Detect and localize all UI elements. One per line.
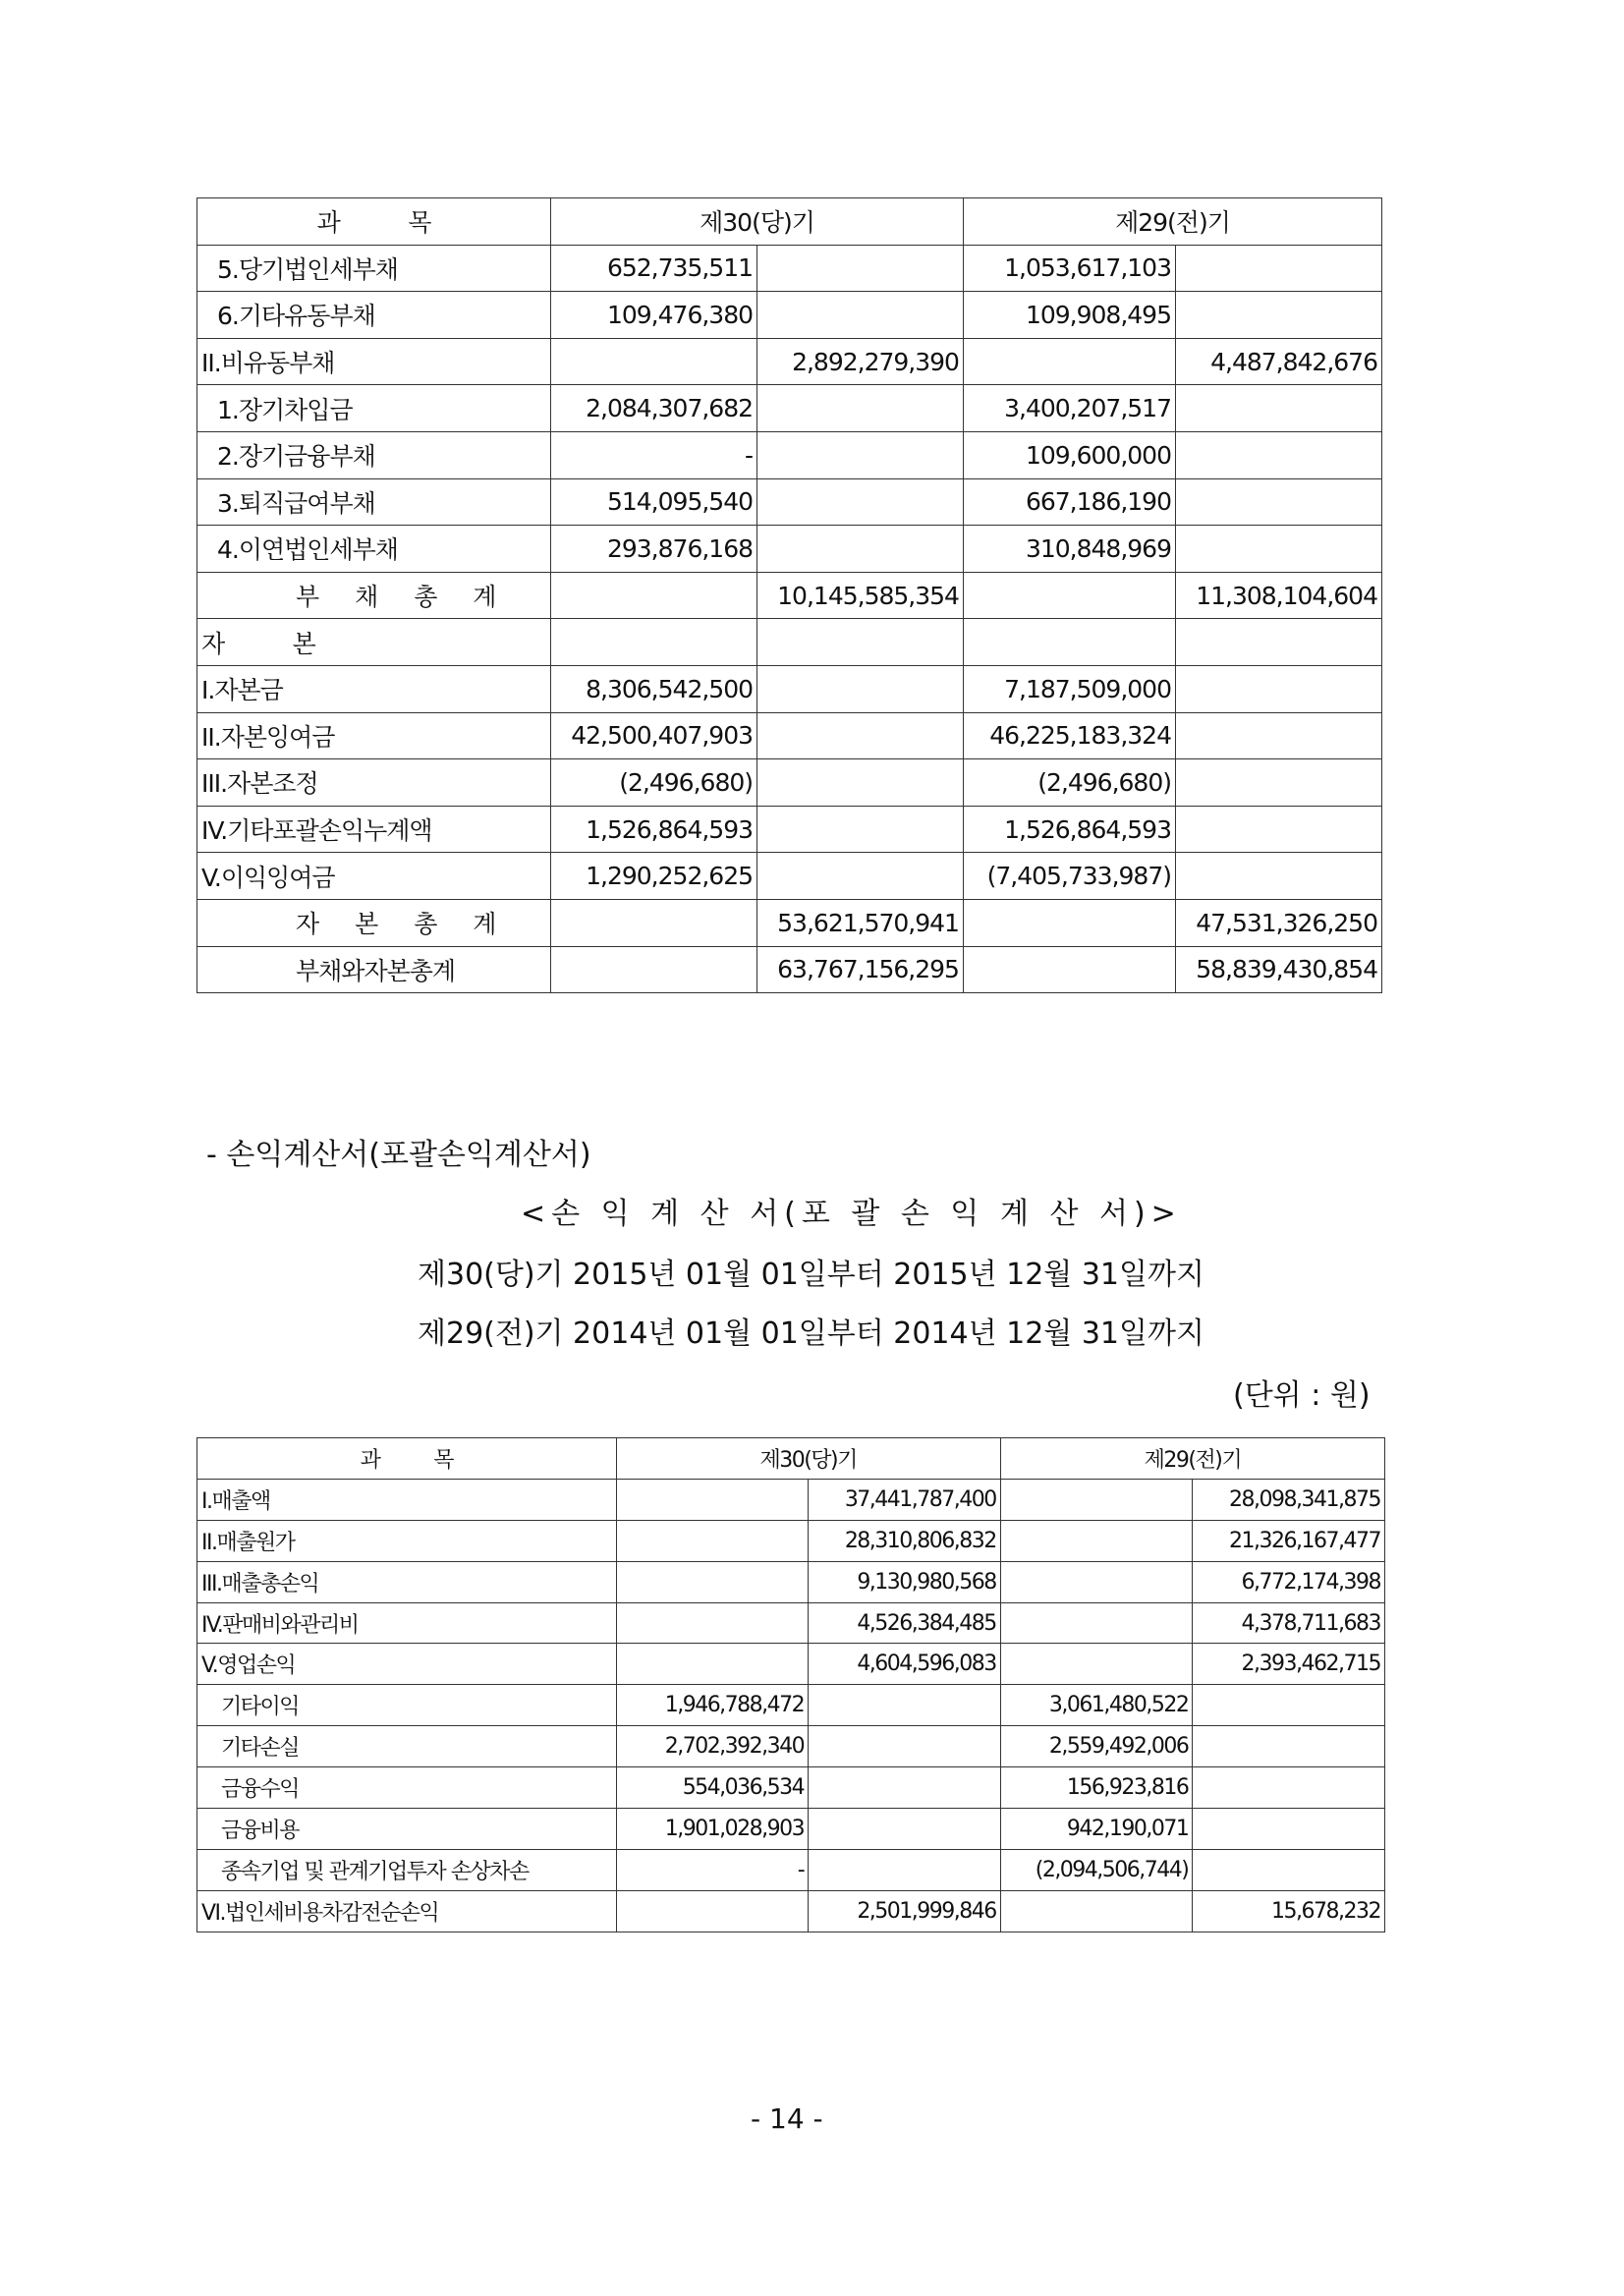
- prior-detail-value: 310,848,969: [963, 526, 1175, 573]
- current-detail-value: [616, 1561, 809, 1602]
- prior-total-value: [1193, 1809, 1385, 1850]
- prior-total-value: [1176, 619, 1382, 666]
- current-detail-value: 1,946,788,472: [616, 1685, 809, 1726]
- prior-detail-value: 109,908,495: [963, 292, 1175, 339]
- current-total-value: 2,892,279,390: [757, 338, 964, 385]
- prior-total-value: 15,678,232: [1193, 1890, 1385, 1932]
- prior-total-value: 47,531,326,250: [1176, 899, 1382, 946]
- current-detail-value: [551, 338, 757, 385]
- prior-detail-value: [1000, 1602, 1193, 1644]
- table-row: [197, 1602, 1385, 1644]
- current-total-value: [757, 619, 964, 666]
- current-detail-value: 109,476,380: [551, 292, 757, 339]
- prior-detail-value: 3,061,480,522: [1000, 1685, 1193, 1726]
- table-row: [197, 759, 1382, 807]
- prior-total-value: [1176, 712, 1382, 759]
- current-detail-value: 8,306,542,500: [551, 665, 757, 712]
- current-detail-value: [616, 1479, 809, 1520]
- prior-detail-value: 7,187,509,000: [963, 665, 1175, 712]
- prior-detail-value: [963, 619, 1175, 666]
- current-detail-value: [616, 1602, 809, 1644]
- table-row: [197, 292, 1382, 339]
- header-subject: 과 목: [197, 1438, 617, 1480]
- prior-detail-value: (7,405,733,987): [963, 853, 1175, 900]
- unit-label: (단위 : 원): [1233, 1378, 1371, 1413]
- row-label: 3.퇴직급여부채: [197, 478, 551, 526]
- prior-detail-value: 156,923,816: [1000, 1767, 1193, 1809]
- current-total-value: [757, 526, 964, 573]
- prior-detail-value: [1000, 1644, 1193, 1685]
- prior-detail-value: [1000, 1890, 1193, 1932]
- table-row: [197, 1685, 1385, 1726]
- prior-detail-value: (2,496,680): [963, 759, 1175, 807]
- current-total-value: [757, 806, 964, 853]
- row-label: II.자본잉여금: [197, 712, 551, 759]
- prior-detail-value: [963, 899, 1175, 946]
- prior-detail-value: 109,600,000: [963, 431, 1175, 478]
- current-detail-value: [551, 899, 757, 946]
- table-row: [197, 1644, 1385, 1685]
- row-label: II.매출원가: [197, 1520, 617, 1561]
- row-label: I.매출액: [197, 1479, 617, 1520]
- table-row: [197, 619, 1382, 666]
- prior-detail-value: 3,400,207,517: [963, 385, 1175, 432]
- current-detail-value: 1,526,864,593: [551, 806, 757, 853]
- period-current: 제30(당)기 2015년 01월 01일부터 2015년 12월 31일까지: [418, 1258, 1204, 1292]
- prior-detail-value: 942,190,071: [1000, 1809, 1193, 1850]
- current-total-value: [757, 478, 964, 526]
- prior-total-value: 11,308,104,604: [1176, 572, 1382, 619]
- current-total-value: 2,501,999,846: [809, 1890, 1001, 1932]
- prior-total-value: [1176, 385, 1382, 432]
- table-row: [197, 1809, 1385, 1850]
- current-detail-value: 293,876,168: [551, 526, 757, 573]
- header-prior-period: 제29(전)기: [963, 198, 1381, 246]
- prior-detail-value: 1,053,617,103: [963, 245, 1175, 292]
- prior-total-value: [1193, 1726, 1385, 1767]
- row-label: 자 본: [197, 619, 551, 666]
- current-total-value: [809, 1767, 1001, 1809]
- prior-total-value: 21,326,167,477: [1193, 1520, 1385, 1561]
- table-row: [197, 946, 1382, 993]
- row-label: V.이익잉여금: [197, 853, 551, 900]
- table-row: [197, 806, 1382, 853]
- current-detail-value: 2,702,392,340: [616, 1726, 809, 1767]
- current-detail-value: 554,036,534: [616, 1767, 809, 1809]
- table-row: [197, 1479, 1385, 1520]
- prior-total-value: 2,393,462,715: [1193, 1644, 1385, 1685]
- page-number: - 14 -: [751, 2102, 823, 2135]
- prior-total-value: [1176, 806, 1382, 853]
- prior-total-value: [1176, 759, 1382, 807]
- row-label: 자 본 총 계: [197, 899, 551, 946]
- table-row: [197, 572, 1382, 619]
- period-prior: 제29(전)기 2014년 01월 01일부터 2014년 12월 31일까지: [418, 1316, 1204, 1351]
- table-row: [197, 899, 1382, 946]
- prior-total-value: [1176, 526, 1382, 573]
- current-detail-value: [616, 1890, 809, 1932]
- current-total-value: [757, 712, 964, 759]
- row-label: II.비유동부채: [197, 338, 551, 385]
- current-detail-value: 652,735,511: [551, 245, 757, 292]
- prior-detail-value: 2,559,492,006: [1000, 1726, 1193, 1767]
- prior-total-value: [1193, 1767, 1385, 1809]
- table-row: [197, 1726, 1385, 1767]
- table-row: [197, 526, 1382, 573]
- current-detail-value: [616, 1644, 809, 1685]
- row-label: 기타손실: [197, 1726, 617, 1767]
- table-row: [197, 1890, 1385, 1932]
- row-label: 5.당기법인세부채: [197, 245, 551, 292]
- row-label: 6.기타유동부채: [197, 292, 551, 339]
- table-row: [197, 1849, 1385, 1890]
- prior-detail-value: 667,186,190: [963, 478, 1175, 526]
- row-label: 종속기업 및 관계기업투자 손상차손: [197, 1849, 617, 1890]
- header-current-period: 제30(당)기: [551, 198, 964, 246]
- current-total-value: 9,130,980,568: [809, 1561, 1001, 1602]
- prior-total-value: [1176, 292, 1382, 339]
- row-label: III.자본조정: [197, 759, 551, 807]
- current-detail-value: 1,901,028,903: [616, 1809, 809, 1850]
- current-detail-value: 1,290,252,625: [551, 853, 757, 900]
- prior-detail-value: (2,094,506,744): [1000, 1849, 1193, 1890]
- row-label: 부 채 총 계: [197, 572, 551, 619]
- prior-detail-value: [963, 572, 1175, 619]
- row-label: IV.판매비와관리비: [197, 1602, 617, 1644]
- current-total-value: 4,604,596,083: [809, 1644, 1001, 1685]
- income-statement-title: <손 익 계 산 서(포 괄 손 익 계 산 서)>: [521, 1197, 1182, 1231]
- table-row: [197, 245, 1382, 292]
- balance-sheet-table: [196, 197, 1382, 993]
- current-detail-value: -: [551, 431, 757, 478]
- row-label: 기타이익: [197, 1685, 617, 1726]
- table-row: [197, 853, 1382, 900]
- table-row: [197, 1767, 1385, 1809]
- prior-detail-value: 46,225,183,324: [963, 712, 1175, 759]
- row-label: 1.장기차입금: [197, 385, 551, 432]
- current-total-value: [809, 1726, 1001, 1767]
- current-detail-value: [616, 1520, 809, 1561]
- prior-total-value: [1176, 431, 1382, 478]
- current-detail-value: -: [616, 1849, 809, 1890]
- row-label: VI.법인세비용차감전순손익: [197, 1890, 617, 1932]
- current-total-value: [757, 385, 964, 432]
- row-label: 4.이연법인세부채: [197, 526, 551, 573]
- current-detail-value: [551, 946, 757, 993]
- current-total-value: 4,526,384,485: [809, 1602, 1001, 1644]
- current-total-value: [809, 1685, 1001, 1726]
- header-subject: 과 목: [197, 198, 551, 246]
- row-label: 부채와자본총계: [197, 946, 551, 993]
- current-total-value: [757, 292, 964, 339]
- row-label: 금융비용: [197, 1809, 617, 1850]
- row-label: V.영업손익: [197, 1644, 617, 1685]
- prior-total-value: 28,098,341,875: [1193, 1479, 1385, 1520]
- current-detail-value: (2,496,680): [551, 759, 757, 807]
- current-total-value: 10,145,585,354: [757, 572, 964, 619]
- prior-detail-value: [1000, 1479, 1193, 1520]
- prior-detail-value: [1000, 1520, 1193, 1561]
- current-total-value: [757, 431, 964, 478]
- prior-total-value: 4,378,711,683: [1193, 1602, 1385, 1644]
- current-detail-value: [551, 619, 757, 666]
- current-detail-value: 2,084,307,682: [551, 385, 757, 432]
- table-row: [197, 431, 1382, 478]
- prior-total-value: 6,772,174,398: [1193, 1561, 1385, 1602]
- current-total-value: [809, 1809, 1001, 1850]
- prior-total-value: [1176, 245, 1382, 292]
- current-detail-value: [551, 572, 757, 619]
- table-row: [197, 338, 1382, 385]
- row-label: 2.장기금융부채: [197, 431, 551, 478]
- prior-total-value: [1193, 1685, 1385, 1726]
- balance-sheet-body: [197, 198, 1382, 993]
- row-label: IV.기타포괄손익누계액: [197, 806, 551, 853]
- prior-detail-value: [963, 338, 1175, 385]
- current-total-value: [809, 1849, 1001, 1890]
- header-current-period: 제30(당)기: [616, 1438, 1000, 1480]
- income-section-title: - 손익계산서(포괄손익계산서): [206, 1138, 591, 1172]
- current-total-value: [757, 853, 964, 900]
- prior-total-value: [1176, 853, 1382, 900]
- row-label: I.자본금: [197, 665, 551, 712]
- table-row: [197, 1561, 1385, 1602]
- current-detail-value: 514,095,540: [551, 478, 757, 526]
- table-header-row: [197, 198, 1382, 246]
- current-total-value: 37,441,787,400: [809, 1479, 1001, 1520]
- prior-total-value: 4,487,842,676: [1176, 338, 1382, 385]
- current-total-value: 28,310,806,832: [809, 1520, 1001, 1561]
- prior-detail-value: 1,526,864,593: [963, 806, 1175, 853]
- income-statement-body: [197, 1438, 1385, 1932]
- current-total-value: 63,767,156,295: [757, 946, 964, 993]
- prior-total-value: [1176, 665, 1382, 712]
- header-prior-period: 제29(전)기: [1000, 1438, 1384, 1480]
- prior-detail-value: [963, 946, 1175, 993]
- current-total-value: [757, 245, 964, 292]
- current-detail-value: 42,500,407,903: [551, 712, 757, 759]
- prior-detail-value: [1000, 1561, 1193, 1602]
- table-row: [197, 385, 1382, 432]
- row-label: III.매출총손익: [197, 1561, 617, 1602]
- table-row: [197, 712, 1382, 759]
- table-header-row: [197, 1438, 1385, 1480]
- table-row: [197, 478, 1382, 526]
- current-total-value: [757, 759, 964, 807]
- prior-total-value: [1193, 1849, 1385, 1890]
- prior-total-value: [1176, 478, 1382, 526]
- row-label: 금융수익: [197, 1767, 617, 1809]
- current-total-value: 53,621,570,941: [757, 899, 964, 946]
- prior-total-value: 58,839,430,854: [1176, 946, 1382, 993]
- current-total-value: [757, 665, 964, 712]
- income-statement-table: [196, 1437, 1385, 1932]
- table-row: [197, 665, 1382, 712]
- table-row: [197, 1520, 1385, 1561]
